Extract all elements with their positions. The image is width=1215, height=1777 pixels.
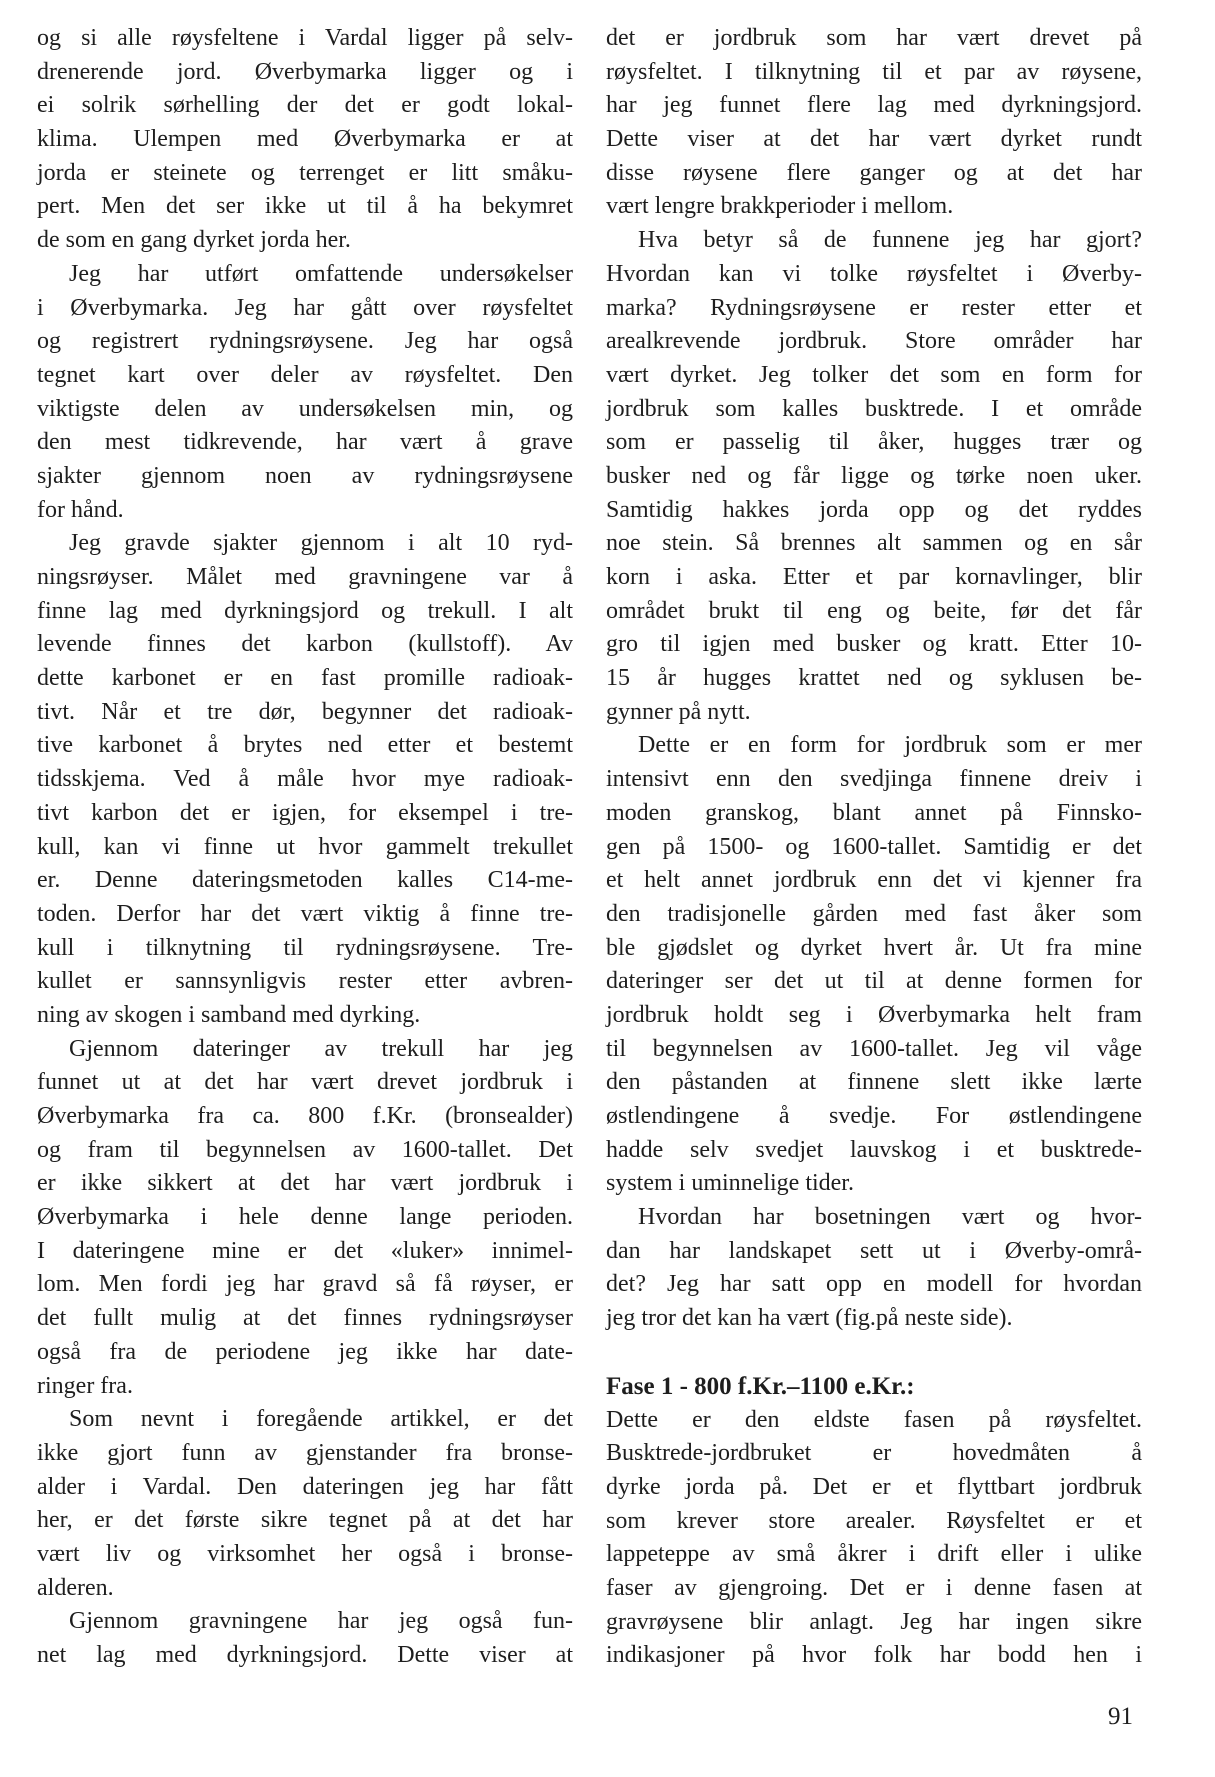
section-fase-1 xyxy=(606,1370,1142,1673)
text-line: faser av gjengroing. Det er i denne fasen at xyxy=(606,1574,1142,1601)
text-line: et helt annet jordbruk enn det vi kjenner fra xyxy=(606,867,1142,894)
text-line: toden. Derfor har det vært viktig å finne tre- xyxy=(37,900,573,927)
text-line: ble gjødslet og dyrket hvert år. Ut fra mine xyxy=(606,934,1142,961)
text-line: noe stein. Så brennes alt sammen og en sår xyxy=(606,530,1142,557)
text-line: og si alle røysfeltene i Vardal ligger på selv- xyxy=(37,25,573,51)
text-line: net lag med dyrkningsjord. Dette viser at xyxy=(37,1642,573,1668)
text-line: kull i tilknytning til rydningsrøysene. Tre- xyxy=(37,934,573,961)
text-line: levende finnes det karbon (kullstoff). Av xyxy=(37,631,573,658)
text-line: det fullt mulig at det finnes rydningsrøyser xyxy=(37,1305,573,1332)
text-line: Øverbymarka i hele denne lange perioden. xyxy=(37,1204,573,1231)
paragraph xyxy=(606,22,1142,224)
text-line: intensivt enn den svedjinga finnene dreiv i xyxy=(606,766,1142,793)
paragraph xyxy=(37,1403,573,1605)
text-line: og fram til begynnelsen av 1600-tallet. Det xyxy=(37,1136,573,1163)
text-line: dyrke jorda på. Det er et flyttbart jordbruk xyxy=(606,1473,1142,1500)
text-line: lom. Men fordi jeg har gravd så få røyser, er xyxy=(37,1271,573,1298)
paragraph xyxy=(606,1201,1142,1336)
text-line: gen på 1500- og 1600-tallet. Samtidig er det xyxy=(606,833,1142,860)
text-line: Hva betyr så de funnene jeg har gjort? xyxy=(638,227,1142,254)
text-line: funnet ut at det har vært drevet jordbruk i xyxy=(37,1069,573,1096)
text-line: disse røysene flere ganger og at det har xyxy=(606,159,1142,186)
text-line: gro til igjen med busker og kratt. Etter 10- xyxy=(606,631,1142,658)
text-line: Øverbymarka fra ca. 800 f.Kr. (bronsealder) xyxy=(37,1103,573,1129)
text-line: den tradisjonelle gården med fast åker som xyxy=(606,900,1142,927)
text-line: ei solrik sørhelling der det er godt lokal- xyxy=(37,92,573,119)
text-line: alderen. xyxy=(37,1574,114,1601)
text-line: østlendingene å svedje. For østlendingene xyxy=(606,1103,1142,1129)
text-line: busker ned og får ligge og tørke noen uker. xyxy=(606,462,1142,489)
text-line: korn i aska. Etter et par kornavlinger, blir xyxy=(606,564,1142,590)
text-line: til begynnelsen av 1600-tallet. Jeg vil våge xyxy=(606,1035,1142,1062)
page-number: 91 xyxy=(1108,1703,1133,1730)
text-line: den påstanden at finnene slett ikke lærte xyxy=(606,1069,1142,1096)
text-line: Samtidig hakkes jorda opp og det ryddes xyxy=(606,496,1142,523)
text-line: kullet er sannsynligvis rester etter avbren- xyxy=(37,968,573,995)
section-body xyxy=(606,1404,1142,1674)
text-line: jordbruk som kalles busktrede. I et område xyxy=(606,395,1142,422)
text-line: dan har landskapet sett ut i Øverby-områ- xyxy=(606,1237,1142,1264)
text-line: Gjennom dateringer av trekull har jeg xyxy=(69,1035,573,1062)
text-line: Hvordan har bosetningen vært og hvor- xyxy=(638,1204,1142,1231)
text-line: jorda er steinete og terrenget er litt småku- xyxy=(37,159,573,186)
text-line: det? Jeg har satt opp en modell for hvordan xyxy=(606,1271,1142,1298)
text-line: moden granskog, blant annet på Finnsko- xyxy=(606,799,1142,826)
text-line: også fra de periodene jeg ikke har date- xyxy=(37,1338,573,1365)
text-line: alder i Vardal. Den dateringen jeg har fått xyxy=(37,1473,573,1500)
section-heading: Fase 1 - 800 f.Kr.–1100 e.Kr.: xyxy=(606,1372,915,1400)
left-text-column xyxy=(37,22,573,1673)
text-line: i Øverbymarka. Jeg har gått over røysfeltet xyxy=(37,294,573,321)
text-line: som krever store arealer. Røysfeltet er et xyxy=(606,1507,1142,1534)
text-line: arealkrevende jordbruk. Store områder har xyxy=(606,328,1142,355)
text-line: viktigste delen av undersøkelsen min, og xyxy=(37,395,573,422)
text-line: system i uminnelige tider. xyxy=(606,1170,854,1197)
text-line: Dette viser at det har vært dyrket rundt xyxy=(606,126,1142,153)
text-line: pert. Men det ser ikke ut til å ha bekymret xyxy=(37,193,573,220)
paragraph xyxy=(37,527,573,1032)
text-line: tegnet kart over deler av røysfeltet. Den xyxy=(37,361,573,388)
text-line: kull, kan vi finne ut hvor gammelt trekullet xyxy=(37,833,573,860)
text-line: som er passelig til åker, hugges trær og xyxy=(606,429,1142,456)
text-line: de som en gang dyrket jorda her. xyxy=(37,227,351,254)
paragraph xyxy=(37,22,573,258)
text-line: ningsrøyser. Målet med gravningene var å xyxy=(37,564,573,590)
text-line: jeg tror det kan ha vært (fig.på neste side). xyxy=(606,1305,1013,1332)
text-line: for hånd. xyxy=(37,496,124,523)
text-line: Hvordan kan vi tolke røysfeltet i Øverby- xyxy=(606,260,1142,287)
text-line: sjakter gjennom noen av rydningsrøysene xyxy=(37,462,573,489)
paragraph xyxy=(37,1605,573,1672)
text-line: I dateringene mine er det «luker» innimel- xyxy=(37,1237,573,1264)
text-line: marka? Rydningsrøysene er rester etter et xyxy=(606,294,1142,321)
text-line: tive karbonet å brytes ned etter et bestemt xyxy=(37,732,573,759)
text-line: Som nevnt i foregående artikkel, er det xyxy=(69,1406,573,1433)
text-line: drenerende jord. Øverbymarka ligger og i xyxy=(37,58,573,85)
text-line: Busktrede-jordbruket er hovedmåten å xyxy=(606,1440,1142,1467)
text-line: har jeg funnet flere lag med dyrkningsjord. xyxy=(606,92,1142,119)
text-line: klima. Ulempen med Øverbymarka er at xyxy=(37,126,573,153)
paragraph xyxy=(37,258,573,528)
text-line: er ikke sikkert at det har vært jordbruk i xyxy=(37,1170,573,1197)
text-line: gynner på nytt. xyxy=(606,698,751,725)
text-line: tivt karbon det er igjen, for eksempel i tre- xyxy=(37,799,573,826)
text-line: og registrert rydningsrøysene. Jeg har også xyxy=(37,328,573,355)
text-line: det er jordbruk som har vært drevet på xyxy=(606,25,1142,51)
text-line: den mest tidkrevende, har vært å grave xyxy=(37,429,573,456)
text-line: Jeg har utført omfattende undersøkelser xyxy=(69,260,573,287)
paragraph xyxy=(606,729,1142,1201)
text-line: 15 år hugges krattet ned og syklusen be- xyxy=(606,665,1142,692)
paragraph xyxy=(37,1033,573,1404)
text-line: er. Denne dateringsmetoden kalles C14-me- xyxy=(37,867,573,894)
text-line: tidsskjema. Ved å måle hvor mye radioak- xyxy=(37,766,573,793)
right-column-paragraphs xyxy=(606,22,1142,1336)
text-line: vært dyrket. Jeg tolker det som en form for xyxy=(606,361,1142,388)
text-line: Gjennom gravningene har jeg også fun- xyxy=(69,1608,573,1635)
text-line: dateringer ser det ut til at denne formen for xyxy=(606,968,1142,995)
text-line: Jeg gravde sjakter gjennom i alt 10 ryd- xyxy=(69,530,573,557)
text-line: dette karbonet er en fast promille radioak- xyxy=(37,665,573,692)
text-line: røysfeltet. I tilknytning til et par av røysene, xyxy=(606,58,1142,85)
text-line: lappeteppe av små åkrer i drift eller i ulike xyxy=(606,1541,1142,1568)
right-text-column xyxy=(606,22,1142,1673)
text-line: vært lengre brakkperioder i mellom. xyxy=(606,193,954,220)
text-line: gravrøysene blir anlagt. Jeg har ingen sikre xyxy=(606,1608,1142,1635)
text-line: ringer fra. xyxy=(37,1372,133,1399)
text-line: jordbruk holdt seg i Øverbymarka helt fram xyxy=(606,1001,1142,1028)
text-line: indikasjoner på hvor folk har bodd hen i xyxy=(606,1642,1142,1669)
text-line: tivt. Når et tre dør, begynner det radioak- xyxy=(37,698,573,725)
text-line: her, er det første sikre tegnet på at det har xyxy=(37,1507,573,1534)
text-line: ning av skogen i samband med dyrking. xyxy=(37,1001,421,1028)
text-line: området brukt til eng og beite, før det får xyxy=(606,597,1142,624)
text-line: finne lag med dyrkningsjord og trekull. I alt xyxy=(37,597,573,624)
text-line: Dette er den eldste fasen på røysfeltet. xyxy=(606,1406,1142,1433)
text-line: Dette er en form for jordbruk som er mer xyxy=(638,732,1142,759)
text-line: ikke gjort funn av gjenstander fra bronse- xyxy=(37,1439,573,1466)
paragraph xyxy=(606,224,1142,729)
text-line: hadde selv svedjet lauvskog i et busktrede- xyxy=(606,1136,1142,1163)
text-line: vært liv og virksomhet her også i bronse- xyxy=(37,1540,573,1567)
